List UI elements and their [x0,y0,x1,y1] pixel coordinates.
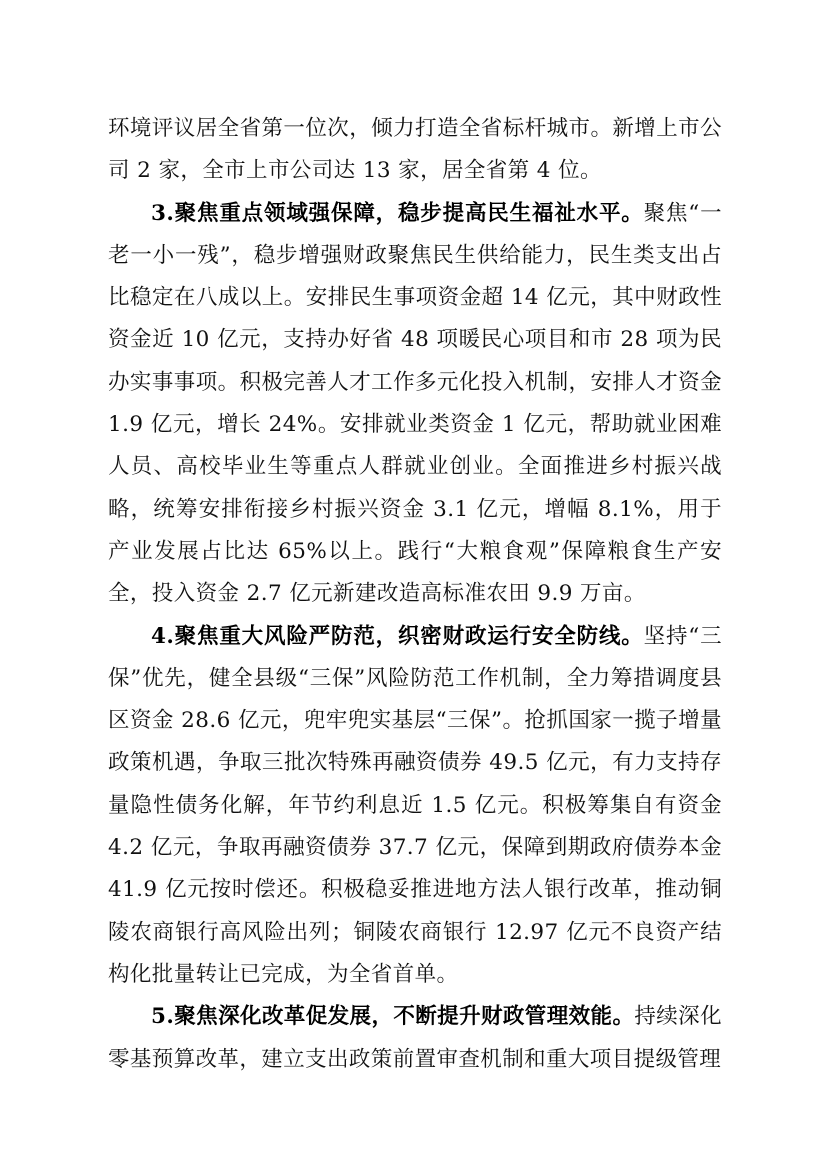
paragraph-section-3 [108,193,722,616]
paragraph-section-5 [108,996,722,1081]
section-4-heading: 4.聚焦重大风险严防范，织密财政运行安全防线。 [151,623,644,649]
section-5-heading: 5.聚焦深化改革促发展，不断提升财政管理效能。 [151,1004,635,1030]
paragraph-section-4 [108,616,722,997]
section-5-text: 持续深化零基预算改革，建立支出政策前置审查机制和重大项目提级管理 [108,1004,722,1072]
section-4-text: 坚持“三保”优先，健全县级“三保”风险防范工作机制，全力筹措调度县区资金 28.6 亿元，兜牢兜实基层“三保”。抢抓国家一揽子增量政策机遇，争取三批次特殊再融资债券 49.5 亿元，有力支持存量隐性债务化解，年节约利息近 1.5 亿元。积极筹集自有资金 4.2 亿元，争取再融资债券 37.7 亿元，保障到期政府债券本金 41.9 亿元按时偿还。积极稳妥推进地方法人银行改革，推动铜陵农商银行高风险出列；铜陵农商银行 12.97 亿元不良资产结构化批量转让已完成，为全省首单。 [108,623,722,987]
document-body [108,108,722,1081]
paragraph-text: 环境评议居全省第一位次，倾力打造全省标杆城市。新增上市公司 2 家，全市上市公司达 13 家，居全省第 4 位。 [108,116,722,184]
paragraph-continuation [108,108,722,193]
section-3-heading: 3.聚焦重点领域强保障，稳步提高民生福祉水平。 [151,200,644,226]
section-3-text: 聚焦“一老一小一残”，稳步增强财政聚焦民生供给能力，民生类支出占比稳定在八成以上。安排民生事项资金超 14 亿元，其中财政性资金近 10 亿元，支持办好省 48 项暖民心项目和市 28 项为民办实事事项。积极完善人才工作多元化投入机制，安排人才资金 1.9 亿元，增长 24%。安排就业类资金 1 亿元，帮助就业困难人员、高校毕业生等重点人群就业创业。全面推进乡村振兴战略，统筹安排衔接乡村振兴资金 3.1 亿元，增幅 8.1%，用于产业发展占比达 65%以上。践行“大粮食观”保障粮食生产安全，投入资金 2.7 亿元新建改造高标准农田 9.9 万亩。 [108,200,722,607]
